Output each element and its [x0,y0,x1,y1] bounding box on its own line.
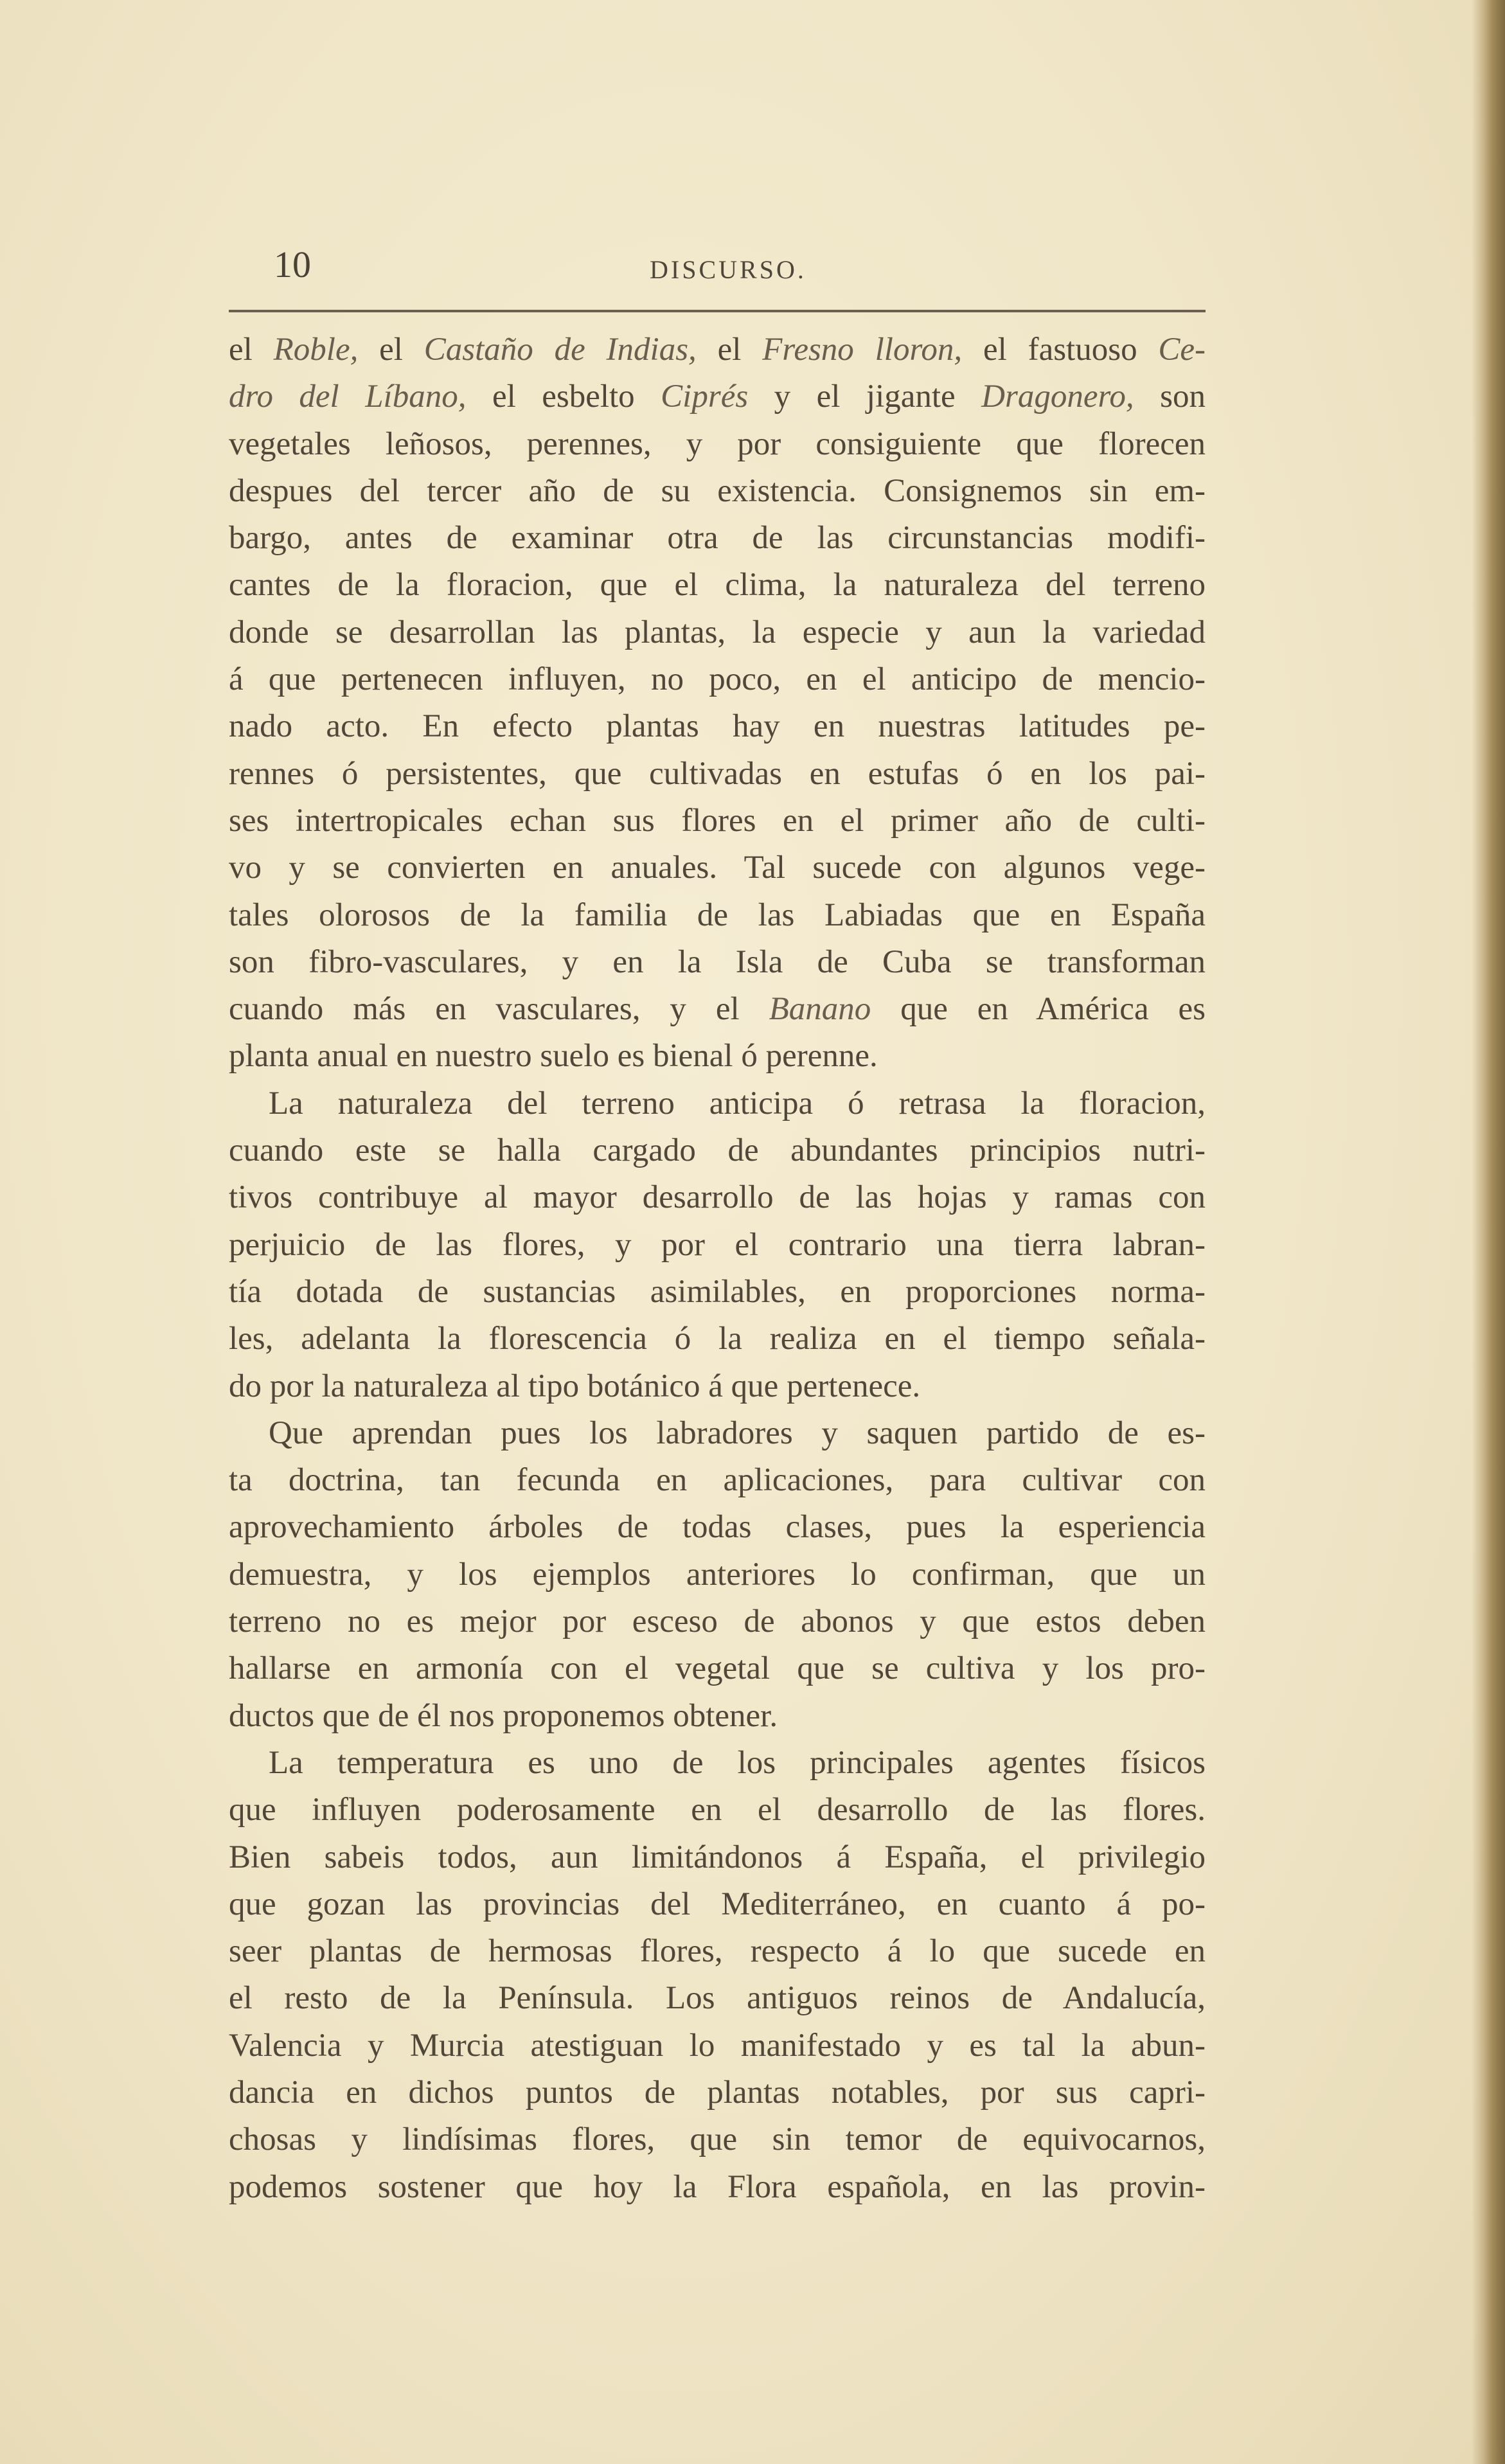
body-text [229,326,1206,2211]
page-header [229,243,1206,301]
text-line: son fibro-vasculares, y en la Isla de Cuba se transforman [229,943,1206,980]
text-run: el esbelto [466,379,661,415]
text-line: ses intertropicales echan sus flores en el primer año de culti- [229,802,1206,839]
text-line: el resto de la Península. Los antiguos reinos de Andalucía, [229,1980,1206,2017]
text-line: Valencia y Murcia atestiguan lo manifestado y es tal la abun- [229,2027,1206,2064]
italic-term: Fresno lloron, [762,332,963,368]
text-line [229,326,1206,373]
text-line: terreno no es mejor por esceso de abonos y que estos deben [229,1603,1206,1640]
text-line: La temperatura es uno de los principales agentes físicos [269,1744,1206,1781]
italic-term: dro del Líbano, [229,379,467,415]
header-rule [229,310,1206,312]
text-line: Bien sabeis todos, aun limitándonos á España, el privilegio [229,1839,1206,1875]
text-line: ta doctrina, tan fecunda en aplicaciones, para cultivar con [229,1462,1206,1499]
text-line: tales olorosos de la familia de las Labiadas que en España [229,897,1206,933]
text-line: bargo, antes de examinar otra de las circunstancias modifi- [229,520,1206,557]
text-line: cuando este se halla cargado de abundantes principios nutri- [229,1132,1206,1169]
italic-term: Dragonero, [981,379,1134,415]
text-line: cantes de la floracion, que el clima, la naturaleza del terreno [229,567,1206,603]
italic-term: Roble, [273,332,359,368]
text-line: que influyen poderosamente en el desarrollo de las flores. [229,1792,1206,1828]
page-number: 10 [274,244,311,285]
text-run: cuando más en vasculares, y el [229,991,769,1028]
text-line: nado acto. En efecto plantas hay en nuestras latitudes pe- [229,708,1206,745]
running-title: DISCURSO. [650,255,806,284]
text-line: aprovechamiento árboles de todas clases, pues la esperiencia [229,1509,1206,1546]
text-line: seer plantas de hermosas flores, respecto á lo que sucede en [229,1933,1206,1970]
text-run: el fastuoso [962,332,1159,368]
text-run: son [1134,379,1206,415]
text-line: vo y se convierten en anuales. Tal sucede con algunos vege- [229,850,1206,886]
text-line: hallarse en armonía con el vegetal que se cultiva y los pro- [229,1650,1206,1687]
text-run: el [229,332,274,368]
text-line: despues del tercer año de su existencia. Consignemos sin em- [229,472,1206,509]
text-line: La naturaleza del terreno anticipa ó retrasa la floracion, [269,1085,1206,1121]
text-line: á que pertenecen influyen, no poco, en el anticipo de mencio- [229,661,1206,698]
text-line: tía dotada de sustancias asimilables, en proporciones norma- [229,1273,1206,1310]
text-run: el [358,332,424,368]
text-line: demuestra, y los ejemplos anteriores lo confirman, que un [229,1556,1206,1593]
text-run: y el jigante [748,379,982,415]
text-line: ductos que de él nos proponemos obtener. [229,1697,778,1734]
text-line: dancia en dichos puntos de plantas notables, por sus capri- [229,2074,1206,2111]
italic-term: Banano [769,991,871,1028]
text-line: que gozan las provincias del Mediterráneo, en cuanto á po- [229,1886,1206,1922]
text-line: perjuicio de las flores, y por el contrario una tierra labran- [229,1226,1206,1263]
text-line: Que aprendan pues los labradores y saquen partido de es- [269,1415,1206,1451]
italic-term: Ciprés [661,379,749,415]
text-run: que en América es [871,991,1206,1028]
text-line: chosas y lindísimas flores, que sin temor de equivocarnos, [229,2121,1206,2158]
text-line: planta anual en nuestro suelo es bienal ó perenne. [229,1038,878,1075]
text-line: do por la naturaleza al tipo botánico á que pertenece. [229,1368,921,1404]
text-run: el [696,332,763,368]
text-line [229,986,1206,1033]
text-line: donde se desarrollan las plantas, la especie y aun la variedad [229,614,1206,650]
italic-term: Castaño de Indias, [423,332,697,368]
text-line: les, adelanta la florescencia ó la realiza en el tiempo señala- [229,1321,1206,1357]
text-line: tivos contribuye al mayor desarrollo de las hojas y ramas con [229,1179,1206,1216]
text-line: vegetales leñosos, perennes, y por consiguiente que florecen [229,425,1206,462]
italic-term: Ce- [1158,332,1206,368]
page-edge-shadow [1472,0,1505,2464]
text-line [229,373,1206,420]
text-line: rennes ó persistentes, que cultivadas en estufas ó en los pai- [229,755,1206,792]
text-line: podemos sostener que hoy la Flora española, en las provin- [229,2168,1206,2205]
